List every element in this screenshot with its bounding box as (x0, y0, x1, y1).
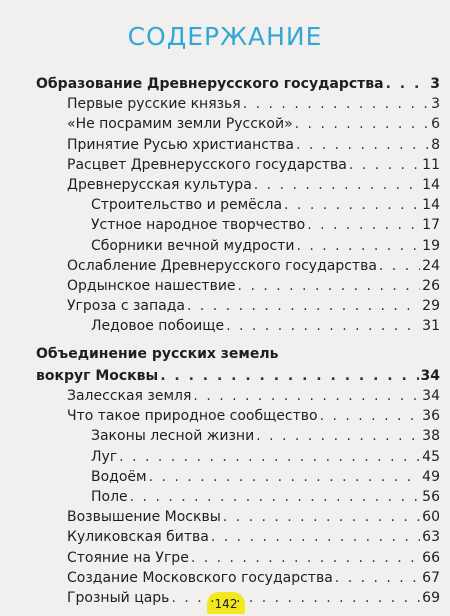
toc-subentry[interactable] (91, 315, 440, 335)
toc-page-number: 29 (422, 298, 440, 314)
toc-entry-text: Что такое природное сообщество (67, 408, 318, 424)
toc-entry-text: Сборники вечной мудрости (91, 238, 295, 254)
leader-dots (191, 549, 420, 567)
toc-page-number: 3 (430, 76, 440, 92)
toc-page-number: 17 (422, 217, 440, 233)
toc-page-number: 60 (422, 509, 440, 525)
toc-entry-text: Первые русские князья (67, 96, 241, 112)
toc-page-number: 69 (422, 590, 440, 606)
toc-page-number: 45 (422, 449, 440, 465)
toc-entry[interactable] (67, 113, 440, 133)
toc-entry[interactable] (67, 405, 440, 425)
toc-entry[interactable] (67, 154, 440, 174)
leader-dots (223, 508, 420, 526)
leader-dots (295, 115, 429, 133)
toc-page-number: 34 (422, 388, 440, 404)
toc-subentry[interactable] (91, 235, 440, 255)
toc-page-number: 19 (422, 238, 440, 254)
leader-dots (254, 176, 420, 194)
leader-dots (335, 569, 420, 587)
toc-entry-text: Залесская земля (67, 388, 192, 404)
toc-page-number: 11 (422, 157, 440, 173)
leader-dots (256, 427, 420, 445)
toc-entry[interactable] (67, 385, 440, 405)
toc-entry-text: Луг (91, 449, 118, 465)
toc-entry-text: Стояние на Угре (67, 550, 189, 566)
toc-entry-text: «Не посрамим земли Русской» (67, 116, 293, 132)
toc-subentry[interactable] (91, 425, 440, 445)
toc-heading-text: вокруг Москвы (36, 368, 159, 384)
toc-entry[interactable] (67, 506, 440, 526)
toc-entry-text: Расцвет Древнерусского государства (67, 157, 347, 173)
toc-page-number: 31 (422, 318, 440, 334)
toc-entry-text: Куликовская битва (67, 529, 209, 545)
toc-entry[interactable] (67, 547, 440, 567)
toc-entry[interactable] (67, 134, 440, 154)
leader-dots (238, 277, 421, 295)
toc-entry-text: Поле (91, 489, 128, 505)
leader-dots (243, 95, 429, 113)
toc-subentry[interactable] (91, 486, 440, 506)
toc-page-number: 49 (422, 469, 440, 485)
leader-dots (193, 387, 420, 405)
toc-section-heading[interactable] (36, 365, 440, 385)
toc-entry-text: Принятие Русью христианства (67, 137, 294, 153)
leader-dots (320, 407, 421, 425)
toc-page-number: 3 (431, 96, 440, 112)
toc-entry-text: Строительство и ремёсла (91, 197, 283, 213)
toc-section-heading-line1[interactable]: Объединение русских земель (36, 346, 279, 362)
toc-page-number: 66 (422, 550, 440, 566)
leader-dots (296, 237, 420, 255)
leader-dots (187, 297, 420, 315)
toc-entry[interactable] (67, 526, 440, 546)
toc-page-number: 36 (422, 408, 440, 424)
leader-dots (349, 156, 420, 174)
toc-page-number: 26 (422, 278, 440, 294)
toc-entry-text: Ослабление Древнерусского государства (67, 258, 377, 274)
toc-entry-text: Грозный царь (67, 590, 170, 606)
toc-entry[interactable] (67, 567, 440, 587)
toc-page-number: 56 (422, 489, 440, 505)
toc-page-number: 67 (422, 570, 440, 586)
leader-dots (149, 468, 421, 486)
leader-dots (119, 448, 420, 466)
toc-subentry[interactable] (91, 194, 440, 214)
leader-dots (226, 317, 420, 335)
toc-entry[interactable] (67, 174, 440, 194)
toc-entry[interactable] (67, 275, 440, 295)
leader-dots (296, 136, 429, 154)
toc-subentry[interactable] (91, 466, 440, 486)
toc-heading-text: Образование Древнерусского государства (36, 76, 384, 92)
leader-dots (130, 488, 421, 506)
toc-page-number: 14 (422, 197, 440, 213)
toc-entry-text: Древнерусская культура (67, 177, 252, 193)
toc-subentry[interactable] (91, 446, 440, 466)
toc-page-number: 34 (420, 368, 440, 384)
page-title: СОДЕРЖАНИЕ (127, 22, 323, 51)
toc-entry[interactable] (67, 295, 440, 315)
leader-dots (171, 589, 420, 607)
leader-dots (160, 367, 418, 385)
toc-entry-text: Устное народное творчество (91, 217, 306, 233)
toc-entry-text: Угроза с запада (67, 298, 185, 314)
leader-dots (386, 75, 429, 93)
toc-entry-text: Ледовое побоище (91, 318, 225, 334)
toc-page-number: 6 (431, 116, 440, 132)
leader-dots (379, 257, 420, 275)
toc-page-number: 8 (431, 137, 440, 153)
leader-dots (211, 528, 420, 546)
toc-entry-text: Водоём (91, 469, 147, 485)
toc-page-number: 24 (422, 258, 440, 274)
toc-entry[interactable] (67, 255, 440, 275)
toc-section-heading[interactable] (36, 73, 440, 93)
toc-entry-text: Ордынское нашествие (67, 278, 236, 294)
toc-entry[interactable] (67, 93, 440, 113)
toc-page-number: 38 (422, 428, 440, 444)
toc-entry-text: Законы лесной жизни (91, 428, 255, 444)
toc-page-number: 63 (422, 529, 440, 545)
toc-subentry[interactable] (91, 214, 440, 234)
leader-dots (307, 216, 420, 234)
toc-page-number: 14 (422, 177, 440, 193)
leader-dots (284, 196, 420, 214)
page-number-badge: 142 (207, 592, 245, 614)
toc-entry[interactable] (67, 587, 440, 607)
toc-entry-text: Создание Московского государства (67, 570, 333, 586)
toc-entry-text: Возвышение Москвы (67, 509, 221, 525)
